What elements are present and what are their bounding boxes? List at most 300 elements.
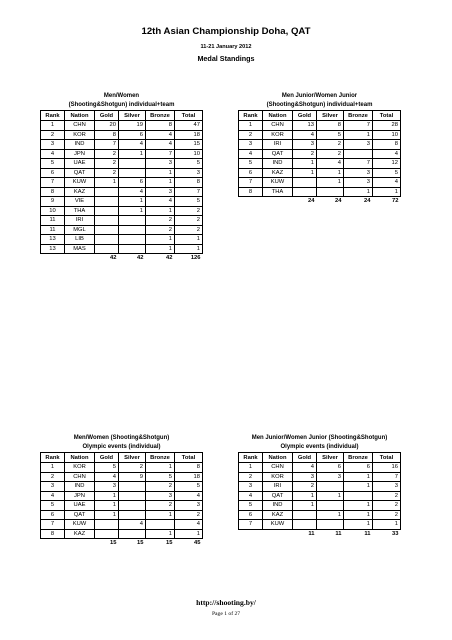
table-cell: 4 [239, 149, 263, 159]
table-cell: LIB [65, 235, 95, 245]
table-cell: KOR [263, 472, 293, 482]
table-cell: 2 [317, 140, 344, 150]
table-cell: 4 [175, 491, 203, 501]
total-cell [239, 529, 263, 538]
total-cell: 24 [335, 198, 342, 205]
total-cell [65, 254, 95, 263]
column-header: Silver [119, 453, 146, 463]
table-cell: 1 [317, 168, 344, 178]
table-cell: 6 [41, 168, 65, 178]
totals-row [239, 529, 401, 538]
medal-table-senior-olympic [40, 434, 203, 548]
column-header: Gold [95, 453, 119, 463]
table-row [41, 121, 203, 131]
table-cell: 12 [373, 159, 401, 169]
table-cell: 3 [344, 168, 373, 178]
table-cell [119, 529, 146, 539]
table-cell: 1 [146, 178, 175, 188]
table-cell: 4 [119, 520, 146, 530]
table-cell: 3 [239, 140, 263, 150]
table-cell: QAT [263, 491, 293, 501]
page-subtitle: Medal Standings [197, 54, 255, 63]
table-cell: 2 [95, 168, 119, 178]
table-cell: 1 [344, 130, 373, 140]
table-cell: 2 [175, 206, 203, 216]
table-cell: 1 [239, 121, 263, 131]
column-header: Rank [41, 453, 65, 463]
table-cell: 2 [175, 510, 203, 520]
table-row [41, 491, 203, 501]
column-header: Bronze [344, 453, 373, 463]
column-header: Bronze [344, 111, 373, 121]
table-cell: 10 [373, 130, 401, 140]
table-cell: 8 [146, 121, 175, 131]
table-cell: 2 [293, 482, 317, 492]
table-cell: 13 [41, 244, 65, 254]
table-cell [344, 149, 373, 159]
table-row [239, 159, 401, 169]
table-row [41, 510, 203, 520]
table-row [41, 216, 203, 226]
column-header: Total [175, 453, 203, 463]
total-cell: 24 [364, 198, 371, 205]
column-header: Gold [293, 111, 317, 121]
table-cell: 7 [344, 121, 373, 131]
table-cell: 4 [146, 140, 175, 150]
table-cell: KUW [263, 520, 293, 530]
table-cell: 28 [373, 121, 401, 131]
table-cell: 4 [119, 140, 146, 150]
medal-table-senior-all [40, 92, 203, 263]
table-cell: 1 [373, 187, 401, 197]
column-header: Gold [95, 111, 119, 121]
table-cell: UAE [65, 501, 95, 511]
total-cell [263, 197, 293, 206]
table-caption-line1: Men Junior/Women Junior (Shooting&Shotgun) [251, 435, 388, 441]
table-row [41, 472, 203, 482]
table-cell [119, 235, 146, 245]
total-cell: 42 [110, 255, 117, 262]
table-cell: 1 [119, 206, 146, 216]
table-caption-line1: Men Junior/Women Junior [281, 93, 358, 99]
table-cell: 2 [95, 149, 119, 159]
total-cell [65, 539, 95, 548]
table-row [41, 225, 203, 235]
column-header: Silver [119, 111, 146, 121]
table-cell: QAT [65, 510, 95, 520]
total-cell [263, 529, 293, 538]
medal-table-junior-all [238, 92, 401, 206]
total-cell: 126 [190, 255, 201, 262]
table-cell [95, 206, 119, 216]
table-cell: 4 [146, 130, 175, 140]
table-cell: KOR [263, 130, 293, 140]
table-cell: KUW [65, 520, 95, 530]
table-cell [317, 501, 344, 511]
table-cell: THA [263, 187, 293, 197]
total-cell: 11 [335, 530, 342, 537]
table-cell: KOR [65, 130, 95, 140]
table-cell: 2 [146, 225, 175, 235]
table-cell: CHN [263, 121, 293, 131]
table-cell: 2 [293, 149, 317, 159]
table-cell: 2 [95, 159, 119, 169]
table-cell: 1 [146, 235, 175, 245]
table-row [239, 168, 401, 178]
table-cell: 4 [373, 149, 401, 159]
table-cell: 5 [317, 130, 344, 140]
table-cell: 2 [146, 216, 175, 226]
medal-table [238, 110, 401, 206]
table-cell: KAZ [263, 510, 293, 520]
table-row [239, 472, 401, 482]
table-cell: CHN [263, 463, 293, 473]
table-cell: 8 [175, 463, 203, 473]
table-cell [95, 235, 119, 245]
table-cell: 1 [146, 529, 175, 539]
table-cell: KAZ [65, 529, 95, 539]
table-cell: IND [65, 140, 95, 150]
table-cell: JPN [65, 491, 95, 501]
table-cell [119, 491, 146, 501]
table-cell: 18 [175, 472, 203, 482]
table-cell: 6 [317, 463, 344, 473]
table-cell: 6 [239, 168, 263, 178]
table-cell: 1 [344, 482, 373, 492]
table-cell: 4 [175, 520, 203, 530]
totals-row [239, 197, 401, 206]
table-cell: 2 [41, 130, 65, 140]
table-cell: 5 [175, 159, 203, 169]
table-row [41, 159, 203, 169]
table-caption-line2: (Shooting&Shotgun) individual+team [68, 102, 175, 108]
table-row [41, 482, 203, 492]
table-cell: 3 [293, 472, 317, 482]
footer-link[interactable]: http://shooting.by/ [196, 598, 256, 607]
table-cell: IRI [263, 482, 293, 492]
table-cell: 3 [146, 187, 175, 197]
table-cell: 1 [293, 491, 317, 501]
table-cell: 3 [344, 178, 373, 188]
table-cell: 1 [119, 149, 146, 159]
table-cell: JPN [65, 149, 95, 159]
table-cell: 4 [239, 491, 263, 501]
table-cell: VIE [65, 197, 95, 207]
table-cell: 1 [146, 206, 175, 216]
table-cell: 1 [317, 510, 344, 520]
column-header: Nation [263, 453, 293, 463]
total-cell: 42 [166, 255, 173, 262]
table-header-row [41, 453, 203, 463]
medal-table-junior-olympic [238, 434, 401, 538]
table-cell: 5 [41, 159, 65, 169]
table-cell: 5 [41, 501, 65, 511]
table-cell: 7 [239, 520, 263, 530]
table-cell: 8 [41, 187, 65, 197]
table-cell: 6 [41, 510, 65, 520]
table-cell: 10 [41, 206, 65, 216]
table-cell: 4 [293, 463, 317, 473]
table-cell: 3 [293, 140, 317, 150]
table-cell: 5 [239, 159, 263, 169]
total-cell: 42 [137, 255, 144, 262]
table-cell: 11 [41, 225, 65, 235]
total-cell [239, 197, 263, 206]
table-cell: 19 [119, 121, 146, 131]
table-caption-line2: Olympic events (individual) [280, 444, 359, 450]
column-header: Total [373, 111, 401, 121]
column-header: Rank [239, 111, 263, 121]
table-row [41, 501, 203, 511]
table-cell [95, 520, 119, 530]
table-cell: 1 [146, 244, 175, 254]
table-cell: 1 [119, 197, 146, 207]
table-cell: 3 [175, 168, 203, 178]
table-cell: 1 [344, 520, 373, 530]
table-cell [317, 520, 344, 530]
table-cell: 1 [95, 491, 119, 501]
total-cell: 72 [392, 198, 399, 205]
table-cell: 7 [146, 149, 175, 159]
table-cell: 2 [317, 149, 344, 159]
table-row [239, 510, 401, 520]
total-cell: 15 [110, 540, 117, 547]
table-row [239, 463, 401, 473]
table-cell: 6 [119, 130, 146, 140]
table-cell: 3 [344, 140, 373, 150]
totals-row [41, 539, 203, 548]
column-header: Bronze [146, 453, 175, 463]
table-cell [95, 216, 119, 226]
table-row [239, 491, 401, 501]
table-cell: 7 [373, 472, 401, 482]
column-header: Silver [317, 453, 344, 463]
table-row [41, 206, 203, 216]
table-cell: 7 [344, 159, 373, 169]
table-cell: 1 [41, 463, 65, 473]
table-cell: 2 [41, 472, 65, 482]
total-cell: 11 [308, 530, 315, 537]
table-cell: 1 [146, 463, 175, 473]
table-cell: 2 [373, 510, 401, 520]
total-cell: 45 [194, 540, 201, 547]
table-cell [119, 216, 146, 226]
table-cell: IND [263, 159, 293, 169]
table-row [239, 501, 401, 511]
table-cell [293, 510, 317, 520]
table-cell: 1 [373, 520, 401, 530]
table-cell: 1 [293, 168, 317, 178]
table-row [239, 149, 401, 159]
table-cell: 3 [41, 482, 65, 492]
table-cell: 9 [119, 472, 146, 482]
table-cell: 7 [41, 178, 65, 188]
event-dates: 11-21 January 2012 [200, 44, 252, 50]
table-cell: 4 [373, 178, 401, 188]
table-cell: 3 [41, 140, 65, 150]
table-row [239, 187, 401, 197]
table-cell: 1 [175, 529, 203, 539]
table-cell: 7 [239, 178, 263, 188]
table-cell: 20 [95, 121, 119, 131]
table-row [239, 520, 401, 530]
table-cell [119, 501, 146, 511]
table-row [41, 235, 203, 245]
table-cell: IND [65, 482, 95, 492]
table-cell: 1 [317, 491, 344, 501]
table-cell: 2 [239, 472, 263, 482]
table-cell: 2 [119, 463, 146, 473]
table-row [41, 187, 203, 197]
table-cell: IRI [263, 140, 293, 150]
table-cell [317, 187, 344, 197]
table-cell: 3 [146, 491, 175, 501]
table-cell: 5 [175, 482, 203, 492]
table-cell: KOR [65, 463, 95, 473]
table-cell: 2 [175, 225, 203, 235]
table-cell: 5 [175, 197, 203, 207]
table-cell [344, 491, 373, 501]
table-cell: 1 [175, 235, 203, 245]
table-cell [317, 482, 344, 492]
table-cell: 8 [175, 178, 203, 188]
table-cell [146, 520, 175, 530]
table-cell: 8 [95, 130, 119, 140]
table-cell: 3 [317, 472, 344, 482]
table-cell: 10 [175, 149, 203, 159]
table-caption-line1: Men/Women (Shooting&Shotgun) [73, 435, 170, 441]
total-cell: 15 [137, 540, 144, 547]
total-cell [41, 539, 65, 548]
table-cell: 8 [239, 187, 263, 197]
table-cell: 1 [317, 178, 344, 188]
total-cell [41, 254, 65, 263]
table-cell [95, 197, 119, 207]
table-cell: 7 [95, 140, 119, 150]
medal-table [40, 110, 203, 263]
table-cell: 2 [175, 216, 203, 226]
table-cell: 6 [344, 463, 373, 473]
table-caption-line2: Olympic events (individual) [82, 444, 161, 450]
table-row [41, 197, 203, 207]
table-row [239, 482, 401, 492]
table-cell: 5 [239, 501, 263, 511]
table-row [41, 140, 203, 150]
page-title: 12th Asian Championship Doha, QAT [141, 26, 311, 37]
table-cell: 8 [317, 121, 344, 131]
table-cell: 1 [95, 510, 119, 520]
table-cell: 2 [239, 130, 263, 140]
total-cell: 15 [166, 540, 173, 547]
table-cell: 47 [175, 121, 203, 131]
table-cell: 1 [344, 187, 373, 197]
column-header: Nation [65, 453, 95, 463]
table-cell: 9 [41, 197, 65, 207]
column-header: Nation [263, 111, 293, 121]
table-cell: KAZ [263, 168, 293, 178]
table-cell: 6 [119, 178, 146, 188]
table-cell: 13 [41, 235, 65, 245]
table-row [41, 178, 203, 188]
table-cell: 1 [293, 159, 317, 169]
table-cell: 1 [344, 472, 373, 482]
table-row [41, 130, 203, 140]
table-cell: 3 [239, 482, 263, 492]
table-cell: 1 [293, 501, 317, 511]
table-cell [95, 529, 119, 539]
table-cell: 3 [175, 501, 203, 511]
table-cell: IND [263, 501, 293, 511]
table-cell: 4 [41, 149, 65, 159]
table-cell: UAE [65, 159, 95, 169]
medal-table [40, 452, 203, 548]
table-cell: CHN [65, 472, 95, 482]
table-cell: 4 [95, 472, 119, 482]
table-cell: 4 [41, 491, 65, 501]
table-cell: 1 [41, 121, 65, 131]
column-header: Rank [41, 111, 65, 121]
table-row [41, 244, 203, 254]
table-cell [119, 510, 146, 520]
totals-row [41, 254, 203, 263]
table-cell: 1 [344, 501, 373, 511]
table-cell: 5 [373, 168, 401, 178]
table-cell: 1 [95, 501, 119, 511]
table-cell: 1 [95, 178, 119, 188]
table-header-row [239, 111, 401, 121]
table-row [239, 140, 401, 150]
table-cell: MGL [65, 225, 95, 235]
table-cell: 3 [373, 482, 401, 492]
table-caption-line1: Men/Women [103, 93, 140, 99]
table-cell: 8 [41, 529, 65, 539]
column-header: Total [175, 111, 203, 121]
table-cell: 6 [239, 510, 263, 520]
table-cell: IRI [65, 216, 95, 226]
medal-table [238, 452, 401, 538]
table-cell: 5 [146, 472, 175, 482]
table-caption-line2: (Shooting&Shotgun) individual+team [266, 102, 373, 108]
table-cell: QAT [263, 149, 293, 159]
table-row [41, 168, 203, 178]
table-cell [95, 244, 119, 254]
table-cell: 4 [317, 159, 344, 169]
table-cell: 2 [146, 501, 175, 511]
table-cell: 1 [146, 168, 175, 178]
table-cell [293, 520, 317, 530]
table-cell: MAS [65, 244, 95, 254]
table-cell: 1 [344, 510, 373, 520]
column-header: Total [373, 453, 401, 463]
table-cell: 1 [239, 463, 263, 473]
table-cell [293, 178, 317, 188]
table-cell: 4 [119, 187, 146, 197]
total-cell: 11 [364, 530, 371, 537]
table-cell: 4 [146, 197, 175, 207]
table-cell [119, 244, 146, 254]
table-cell: KAZ [65, 187, 95, 197]
table-cell [95, 225, 119, 235]
table-row [41, 463, 203, 473]
table-row [239, 178, 401, 188]
table-cell: KUW [65, 178, 95, 188]
column-header: Bronze [146, 111, 175, 121]
table-cell: CHN [65, 121, 95, 131]
table-row [41, 520, 203, 530]
table-cell: QAT [65, 168, 95, 178]
table-cell: 13 [293, 121, 317, 131]
total-cell: 33 [392, 530, 399, 537]
